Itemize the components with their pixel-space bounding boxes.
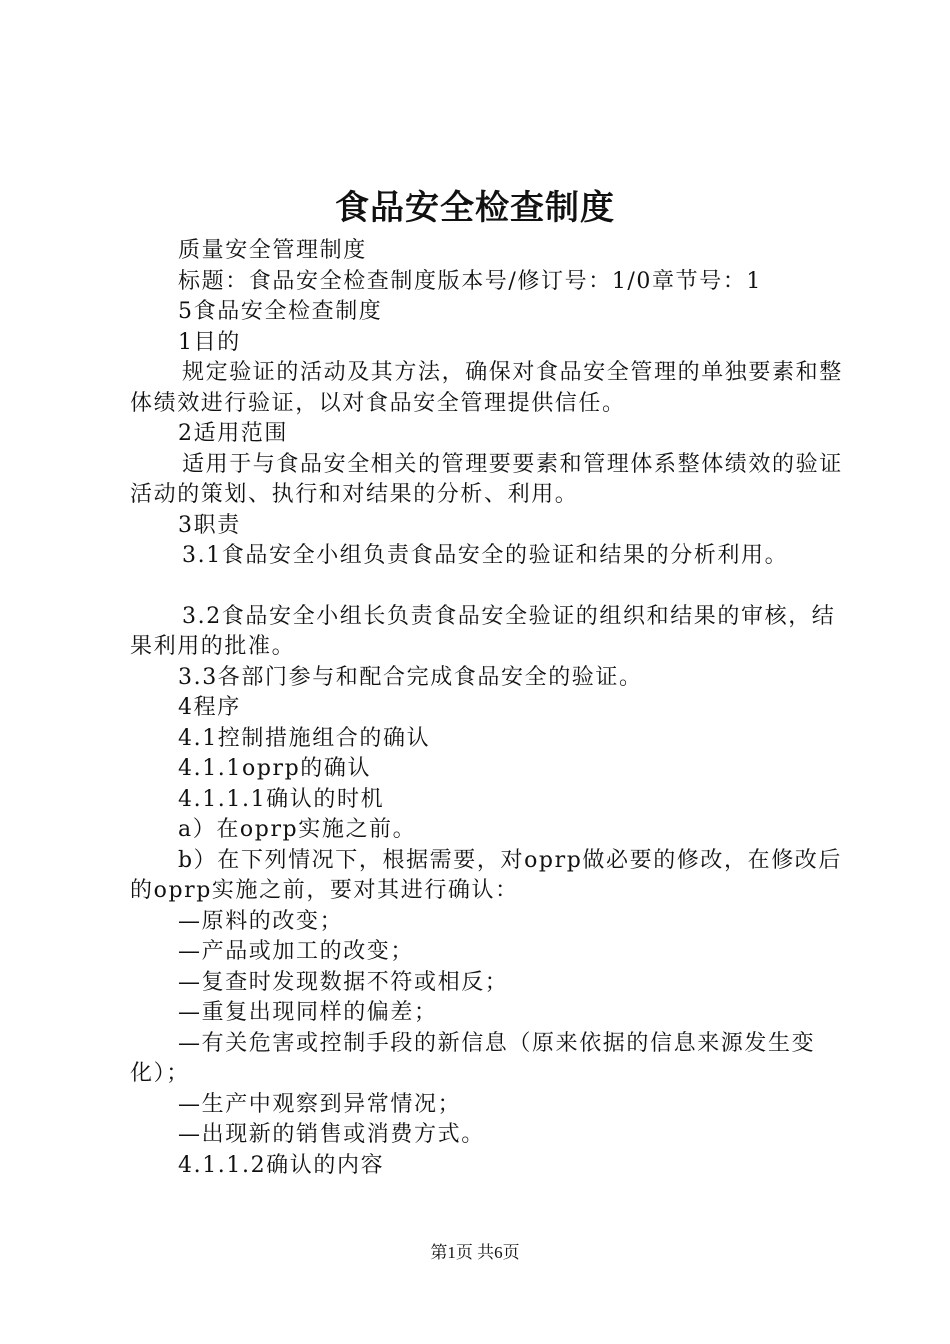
paragraph: 4.1控制措施组合的确认 <box>178 725 431 751</box>
list-item: —复查时发现数据不符或相反； <box>178 969 509 995</box>
section-heading: 3职责 <box>178 512 241 538</box>
list-item: —有关危害或控制手段的新信息（原来依据的信息来源发生变化）； <box>130 1030 816 1086</box>
section-heading: 2适用范围 <box>178 421 288 446</box>
paragraph: 3.1食品安全小组负责食品安全的验证和结果的分析利用。 <box>182 543 789 568</box>
paragraph: 3.3各部门参与和配合完成食品安全的验证。 <box>178 664 643 690</box>
paragraph: a）在oprp实施之前。 <box>178 817 417 842</box>
list-item: —生产中观察到异常情况； <box>178 1091 462 1117</box>
section-heading: 4程序 <box>178 695 241 720</box>
document-body <box>130 236 850 1181</box>
list-item: —原料的改变； <box>178 908 344 934</box>
paragraph: 标题：食品安全检查制度版本号/修订号：1/0章节号：1 <box>178 268 763 294</box>
list-item: —重复出现同样的偏差； <box>178 1000 438 1025</box>
paragraph: 5食品安全检查制度 <box>178 299 383 324</box>
paragraph: 适用于与食品安全相关的管理要要素和管理体系整体绩效的验证活动的策划、执行和对结果的分析、利用。 <box>130 451 843 507</box>
page-number-footer: 第1页 共6页 <box>430 1243 520 1262</box>
paragraph: b）在下列情况下，根据需要，对oprp做必要的修改，在修改后的oprp实施之前，要对其进行确认： <box>130 847 843 903</box>
paragraph: 质量安全管理制度 <box>178 238 367 263</box>
paragraph: 4.1.1.1确认的时机 <box>178 786 385 812</box>
list-item: —出现新的销售或消费方式。 <box>178 1122 485 1147</box>
paragraph: 4.1.1.2确认的内容 <box>178 1152 385 1178</box>
list-item: —产品或加工的改变； <box>178 939 415 964</box>
blank-line <box>130 572 850 602</box>
document-title: 食品安全检查制度 <box>335 188 615 228</box>
paragraph: 规定验证的活动及其方法，确保对食品安全管理的单独要素和整体绩效进行验证，以对食品安全管理提供信任。 <box>130 360 843 416</box>
paragraph: 4.1.1oprp的确认 <box>178 756 372 781</box>
section-heading: 1目的 <box>178 329 241 355</box>
paragraph: 3.2食品安全小组长负责食品安全验证的组织和结果的审核，结果利用的批准。 <box>130 603 836 659</box>
